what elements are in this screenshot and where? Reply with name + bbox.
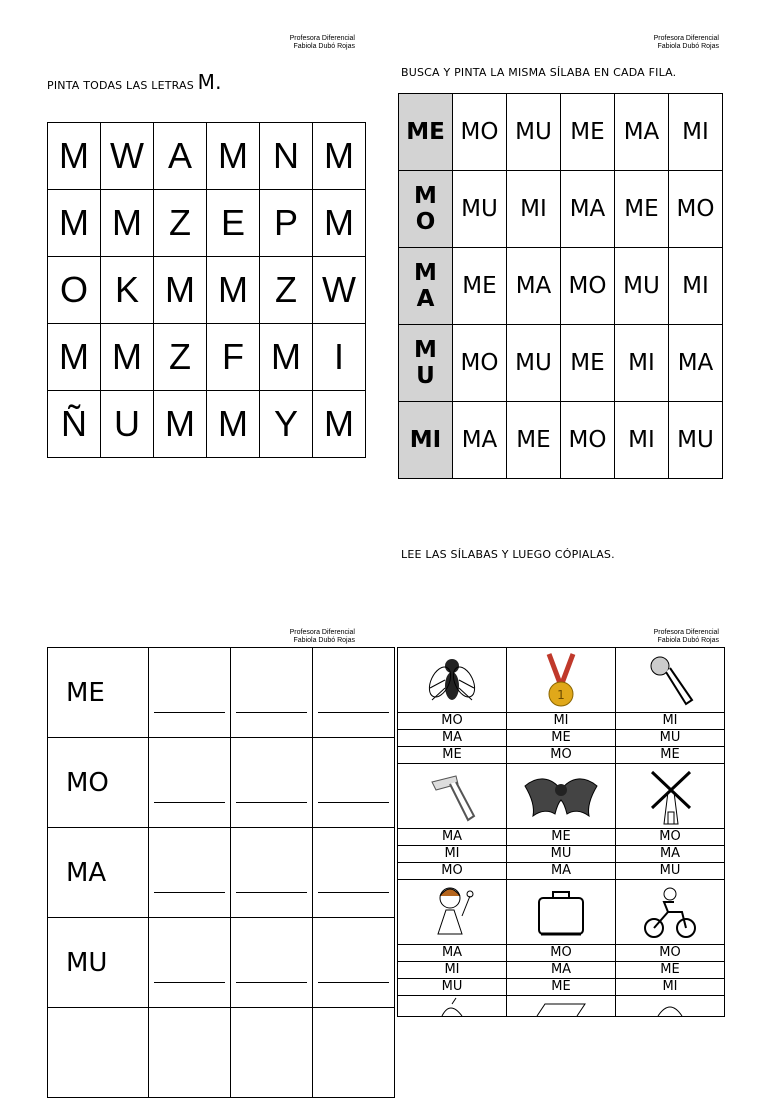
syllable-option-cell[interactable]: MU <box>453 171 507 248</box>
write-line <box>318 802 389 803</box>
picture-cell <box>616 996 725 1017</box>
write-line <box>154 982 225 983</box>
syllable-key-cell: ME <box>399 94 453 171</box>
picture-option-row <box>398 945 725 962</box>
syllable-key-cell: M U <box>399 325 453 402</box>
picture-row <box>398 880 725 945</box>
syllable-option-cell[interactable]: MA <box>561 171 615 248</box>
picture-cell <box>398 996 507 1017</box>
letter-cell[interactable]: M <box>313 391 366 458</box>
picture-option-cell[interactable]: MU <box>616 730 725 747</box>
picture-option-cell[interactable]: MA <box>507 863 616 880</box>
picture-option-cell[interactable]: MI <box>507 713 616 730</box>
letter-cell[interactable]: I <box>313 324 366 391</box>
copy-blank-cell[interactable] <box>149 1008 231 1098</box>
credit-line: Profesora Diferencial <box>653 35 719 42</box>
letter-row <box>48 391 366 458</box>
letter-cell[interactable]: Z <box>154 190 207 257</box>
microphone-icon <box>616 650 724 710</box>
syllable-option-cell[interactable]: MA <box>615 94 669 171</box>
syllable-table <box>398 93 723 479</box>
picture-option-row <box>398 730 725 747</box>
syllable-option-cell[interactable]: ME <box>561 94 615 171</box>
copy-blank-cell[interactable] <box>231 828 313 918</box>
syllable-option-cell[interactable]: ME <box>615 171 669 248</box>
copy-row <box>48 918 395 1008</box>
copy-blank-cell[interactable] <box>231 1008 313 1098</box>
letter-cell[interactable]: M <box>313 123 366 190</box>
write-line <box>318 892 389 893</box>
credit-line: Profesora Diferencial <box>653 629 719 636</box>
fly-icon <box>398 650 506 710</box>
copy-blank-cell[interactable] <box>231 738 313 828</box>
picture-cell <box>507 648 616 713</box>
picture-table <box>397 647 725 1017</box>
letter-cell[interactable]: M <box>207 257 260 324</box>
picture-option-cell[interactable]: ME <box>616 747 725 764</box>
credit-line: Fabiola Dubó Rojas <box>657 637 719 644</box>
letter-cell[interactable]: M <box>101 324 154 391</box>
letter-cell[interactable]: Y <box>260 391 313 458</box>
syllable-option-cell[interactable]: MI <box>669 248 723 325</box>
instruction-paint-letters <box>47 70 222 94</box>
syllable-key-cell: M O <box>399 171 453 248</box>
write-line <box>318 982 389 983</box>
letter-cell[interactable]: Ñ <box>48 391 101 458</box>
copy-blank-cell[interactable] <box>149 828 231 918</box>
syllable-row <box>399 402 723 479</box>
bat-icon <box>507 766 615 826</box>
letter-grid <box>47 122 366 458</box>
windmill-icon <box>616 766 724 826</box>
syllable-option-cell[interactable]: MI <box>669 94 723 171</box>
copy-blank-cell[interactable] <box>313 648 395 738</box>
letter-cell[interactable]: M <box>260 324 313 391</box>
write-line <box>236 982 307 983</box>
syllable-option-cell[interactable]: ME <box>507 402 561 479</box>
picture-option-cell[interactable]: ME <box>398 747 507 764</box>
picture-cell <box>398 648 507 713</box>
letter-cell[interactable]: M <box>101 190 154 257</box>
picture-option-row <box>398 829 725 846</box>
letter-cell[interactable]: M <box>207 391 260 458</box>
letter-cell[interactable]: W <box>313 257 366 324</box>
picture-option-cell[interactable]: MU <box>616 863 725 880</box>
copy-table <box>47 647 395 1098</box>
credit-bottom-right <box>619 629 719 645</box>
credit-line: Fabiola Dubó Rojas <box>657 43 719 50</box>
syllable-option-cell[interactable]: MU <box>507 325 561 402</box>
copy-blank-cell[interactable] <box>313 1008 395 1098</box>
letter-cell[interactable]: A <box>154 123 207 190</box>
picture-option-cell[interactable]: ME <box>507 979 616 996</box>
table-icon <box>507 996 615 1016</box>
letter-cell[interactable]: W <box>101 123 154 190</box>
copy-blank-cell[interactable] <box>231 918 313 1008</box>
picture-option-cell[interactable]: MI <box>398 846 507 863</box>
monkey-icon <box>616 996 724 1016</box>
letter-cell[interactable]: M <box>48 123 101 190</box>
suitcase-icon <box>507 882 615 942</box>
letter-row <box>48 324 366 391</box>
write-line <box>154 712 225 713</box>
doll-icon <box>398 882 506 942</box>
hammer-icon <box>398 766 506 826</box>
syllable-option-cell[interactable]: MU <box>615 248 669 325</box>
picture-option-cell[interactable]: MO <box>398 863 507 880</box>
picture-option-row <box>398 962 725 979</box>
apple-icon <box>398 996 506 1016</box>
syllable-option-cell[interactable]: MO <box>453 325 507 402</box>
letter-cell[interactable]: K <box>101 257 154 324</box>
credit-bottom-left <box>255 629 355 645</box>
credit-line: Profesora Diferencial <box>289 629 355 636</box>
syllable-option-cell[interactable]: MI <box>615 325 669 402</box>
picture-option-cell[interactable]: MO <box>507 747 616 764</box>
credit-line: Fabiola Dubó Rojas <box>293 637 355 644</box>
picture-option-row <box>398 747 725 764</box>
letter-cell[interactable]: P <box>260 190 313 257</box>
picture-option-cell[interactable]: ME <box>616 962 725 979</box>
copy-syllable-cell: ME <box>48 648 149 738</box>
picture-cell <box>616 648 725 713</box>
picture-option-cell[interactable]: ME <box>507 730 616 747</box>
instruction-text: PINTA TODAS LAS LETRAS <box>47 79 198 92</box>
syllable-option-cell[interactable]: MI <box>507 171 561 248</box>
picture-cell <box>507 764 616 829</box>
syllable-option-cell[interactable]: MO <box>669 171 723 248</box>
copy-blank-cell[interactable] <box>313 828 395 918</box>
picture-option-cell[interactable]: MU <box>507 846 616 863</box>
copy-blank-cell[interactable] <box>231 648 313 738</box>
write-line <box>236 712 307 713</box>
credit-top-right <box>619 35 719 51</box>
copy-blank-cell[interactable] <box>149 918 231 1008</box>
credit-line: Profesora Diferencial <box>289 35 355 42</box>
picture-option-cell[interactable]: MA <box>616 846 725 863</box>
picture-row <box>398 996 725 1017</box>
picture-option-cell[interactable]: ME <box>507 829 616 846</box>
svg-text:1: 1 <box>557 688 565 702</box>
syllable-option-cell[interactable]: ME <box>561 325 615 402</box>
write-line <box>236 892 307 893</box>
syllable-key-cell: MI <box>399 402 453 479</box>
letter-cell[interactable]: E <box>207 190 260 257</box>
picture-row <box>398 764 725 829</box>
picture-cell <box>616 764 725 829</box>
letter-row <box>48 190 366 257</box>
copy-row <box>48 828 395 918</box>
picture-cell <box>507 996 616 1017</box>
picture-cell <box>616 880 725 945</box>
syllable-row <box>399 248 723 325</box>
syllable-option-cell[interactable]: MU <box>669 402 723 479</box>
letter-cell[interactable]: F <box>207 324 260 391</box>
credit-top-left <box>255 35 355 51</box>
letter-row <box>48 123 366 190</box>
syllable-option-cell[interactable]: MO <box>453 94 507 171</box>
syllable-option-cell[interactable]: MI <box>615 402 669 479</box>
picture-option-cell[interactable]: MO <box>616 945 725 962</box>
picture-cell <box>398 880 507 945</box>
syllable-row <box>399 94 723 171</box>
picture-cell <box>398 764 507 829</box>
syllable-option-cell[interactable]: ME <box>453 248 507 325</box>
syllable-option-cell[interactable]: MO <box>561 402 615 479</box>
syllable-option-cell[interactable]: MU <box>507 94 561 171</box>
letter-cell[interactable]: O <box>48 257 101 324</box>
picture-option-cell[interactable]: MO <box>507 945 616 962</box>
copy-blank-cell[interactable] <box>149 738 231 828</box>
copy-blank-cell[interactable] <box>313 738 395 828</box>
copy-syllable-cell: MU <box>48 918 149 1008</box>
picture-option-cell[interactable]: MA <box>398 829 507 846</box>
syllable-option-cell[interactable]: MO <box>561 248 615 325</box>
picture-option-row <box>398 713 725 730</box>
copy-blank-cell[interactable] <box>149 648 231 738</box>
letter-cell[interactable]: N <box>260 123 313 190</box>
instruction-letter: M. <box>197 70 222 94</box>
copy-row <box>48 1008 395 1098</box>
copy-row <box>48 648 395 738</box>
picture-option-cell[interactable]: MA <box>507 962 616 979</box>
copy-syllable-cell: MA <box>48 828 149 918</box>
instruction-find-syllable: BUSCA Y PINTA LA MISMA SÍLABA EN CADA FILA. <box>401 66 677 79</box>
picture-option-cell[interactable]: MI <box>616 713 725 730</box>
picture-option-cell[interactable]: MA <box>398 945 507 962</box>
copy-syllable-cell <box>48 1008 149 1098</box>
motorcycle-icon <box>616 882 724 942</box>
copy-syllable-cell: MO <box>48 738 149 828</box>
syllable-option-cell[interactable]: MA <box>507 248 561 325</box>
picture-option-row <box>398 846 725 863</box>
letter-cell[interactable]: M <box>313 190 366 257</box>
letter-cell[interactable]: M <box>154 391 207 458</box>
letter-cell[interactable]: U <box>101 391 154 458</box>
credit-line: Fabiola Dubó Rojas <box>293 43 355 50</box>
instruction-read-copy: LEE LAS SÍLABAS Y LUEGO CÓPIALAS. <box>401 548 615 561</box>
picture-option-cell[interactable]: MI <box>616 979 725 996</box>
copy-row <box>48 738 395 828</box>
picture-row <box>398 648 725 713</box>
write-line <box>154 892 225 893</box>
letter-cell[interactable]: Z <box>154 324 207 391</box>
syllable-row <box>399 325 723 402</box>
letter-cell[interactable]: M <box>48 190 101 257</box>
write-line <box>154 802 225 803</box>
syllable-key-cell: M A <box>399 248 453 325</box>
letter-cell[interactable]: M <box>154 257 207 324</box>
picture-option-cell[interactable]: MO <box>398 713 507 730</box>
picture-option-cell[interactable]: MO <box>616 829 725 846</box>
copy-blank-cell[interactable] <box>313 918 395 1008</box>
picture-option-cell[interactable]: MI <box>398 962 507 979</box>
picture-option-cell[interactable]: MA <box>398 730 507 747</box>
picture-option-cell[interactable]: MU <box>398 979 507 996</box>
picture-option-row <box>398 979 725 996</box>
letter-row <box>48 257 366 324</box>
letter-cell[interactable]: Z <box>260 257 313 324</box>
letter-cell[interactable]: M <box>48 324 101 391</box>
syllable-row <box>399 171 723 248</box>
medal-icon <box>507 650 615 710</box>
syllable-option-cell[interactable]: MA <box>453 402 507 479</box>
syllable-option-cell[interactable]: MA <box>669 325 723 402</box>
picture-option-row <box>398 863 725 880</box>
write-line <box>236 802 307 803</box>
picture-cell <box>507 880 616 945</box>
write-line <box>318 712 389 713</box>
letter-cell[interactable]: M <box>207 123 260 190</box>
